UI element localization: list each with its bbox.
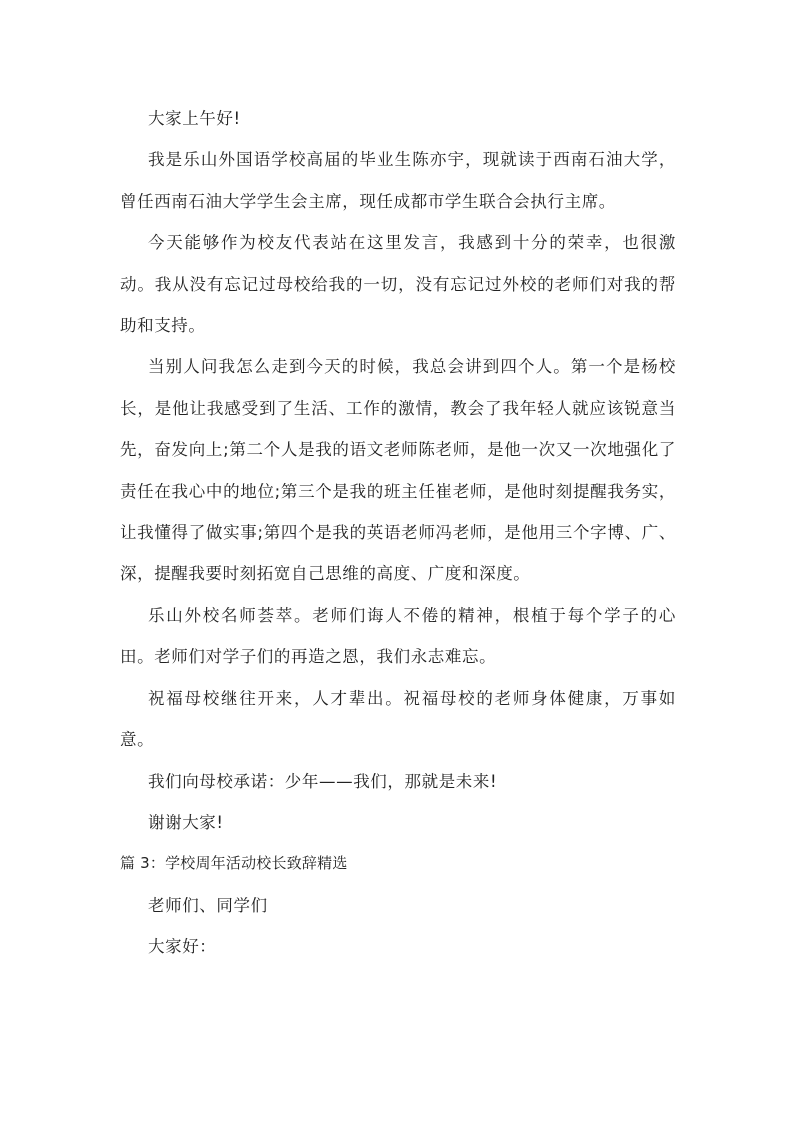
paragraph-salutation: 老师们、同学们 xyxy=(148,895,268,915)
section-heading: 篇 3：学校周年活动校长致辞精选 xyxy=(120,854,348,873)
paragraph-promise: 我们向母校承诺：少年——我们，那就是未来! xyxy=(148,771,498,791)
paragraph-thanks: 谢谢大家! xyxy=(148,812,224,832)
paragraph-honor: 今天能够作为校友代表站在这里发言，我感到十分的荣幸，也很激动。我从没有忘记过母校给我的一切，没有忘记过外校的老师们对我的帮助和支持。 xyxy=(120,233,676,336)
paragraph-introduction: 我是乐山外国语学校高届的毕业生陈亦宇，现就读于西南石油大学，曾任西南石油大学学生会主席，现任成都市学生联合会执行主席。 xyxy=(120,150,676,211)
paragraph-four-teachers: 当别人问我怎么走到今天的时候，我总会讲到四个人。第一个是杨校长，是他让我感受到了生活、工作的激情，教会了我年轻人就应该锐意当先，奋发向上;第二个人是我的语文老师陈老师，是他一次又一次地强化了责任在我心中的地位;第三个是我的班主任崔老师，是他时刻提醒我务实，让我懂得了做实事;第四个是我的英语老师冯老师，是他用三个字博、广、深，提醒我要时刻拓宽自己思维的高度、广度和深度。 xyxy=(120,357,676,584)
paragraph-blessing: 祝福母校继往开来，人才辈出。祝福母校的老师身体健康，万事如意。 xyxy=(120,688,676,750)
paragraph-greeting: 大家上午好! xyxy=(148,109,241,128)
document-body xyxy=(120,98,676,968)
paragraph-hello: 大家好： xyxy=(148,937,217,957)
paragraph-school-praise: 乐山外校名师荟萃。老师们诲人不倦的精神，根植于每个学子的心田。老师们对学子们的再造之恩，我们永志难忘。 xyxy=(120,605,676,667)
